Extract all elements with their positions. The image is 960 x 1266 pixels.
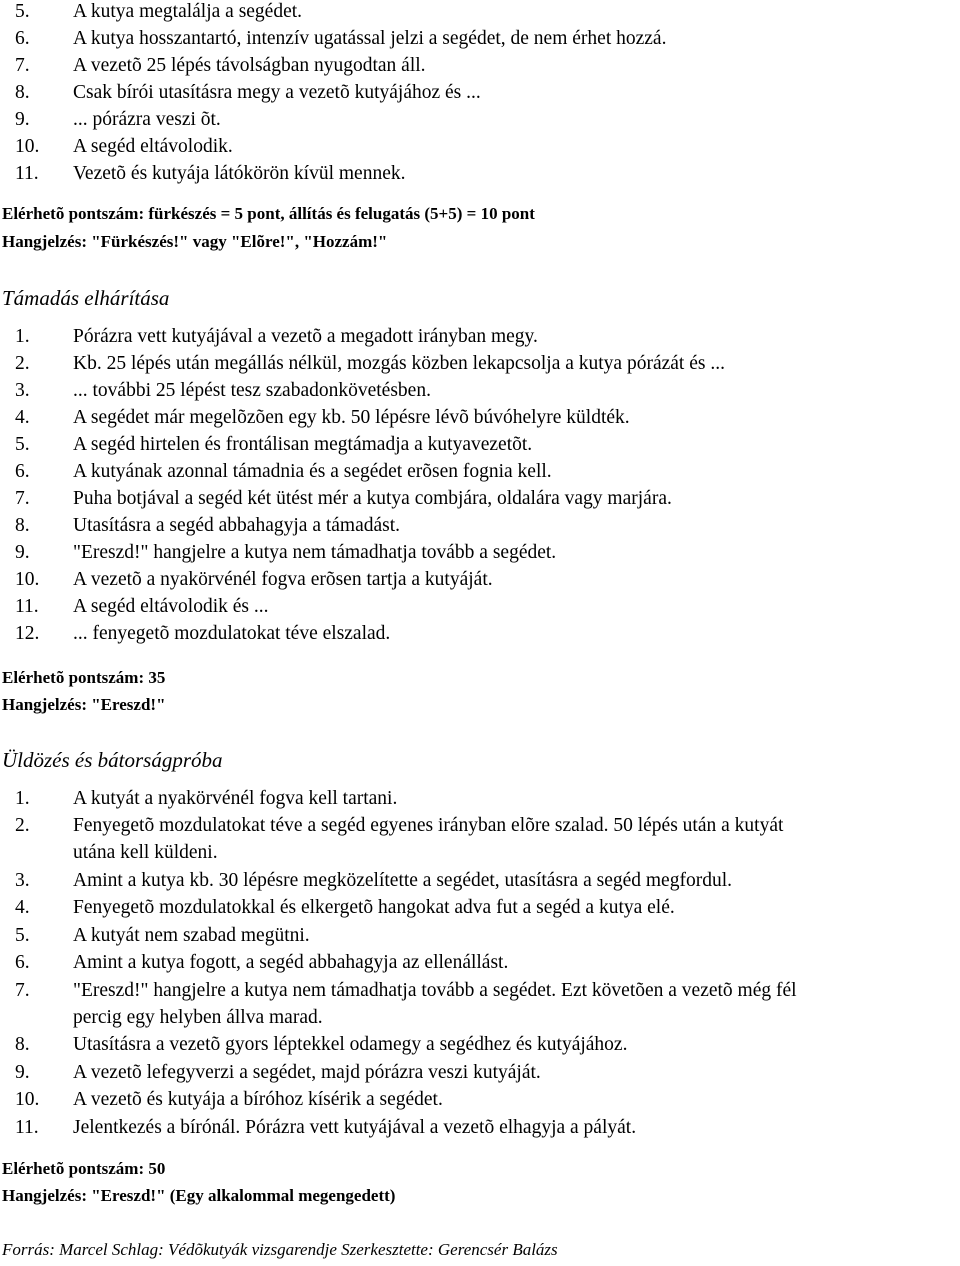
command-text: Hangjelzés: "Fürkészés!" vagy "Elõre!", "Hozzám!" <box>2 232 388 251</box>
section-heading: Üldözés és bátorságpróba <box>2 748 223 772</box>
command-text: Hangjelzés: "Ereszd!" (Egy alkalommal megengedett) <box>2 1186 396 1205</box>
footer-source: Forrás: Marcel Schlag: Védõkutyák vizsgarendje Szerkesztette: Gerencsér Balázs <box>2 1240 558 1259</box>
points-text: Elérhetõ pontszám: fürkészés = 5 pont, állítás és felugatás (5+5) = 10 pont <box>2 204 535 223</box>
points-text: Elérhetõ pontszám: 50 <box>2 1159 166 1178</box>
document-page: 5. A kutya megtalálja a segédet. 6. A kutya hosszantartó, intenzív ugatással jelzi a segédet, de nem érhet hozzá. 7. A vezetõ 25 lépés távolságban nyugodtan áll. 8. Csak bírói utasításra megy a vezetõ kutyájához és ... 9. ... pórázra veszi õt. 10. A segéd eltávolodik. 11. Vezetõ és kutyája látókörön kívül mennek. Elérhetõ pontszám: fürkészés = 5 pont, állítás és felugatás (5+5) = 10 pont Hangjelzés: "Fürkészés!" vagy "Elõre!", "Hozzám!" Támadás elhárítása 1. Pórázra vett kutyájával a vezetõ a megadott irányban megy. 2. Kb. 25 lépés után megállás nélkül, mozgás közben lekapcsolja a kutya pórázát és ... 3. ... további 25 lépést tesz szabadonkövetésben. 4. A segédet már megelõzõen egy kb. 50 lépésre lévõ búvóhelyre küldték. 5. A segéd hirtelen és frontálisan megtámadja a kutyavezetõt. 6. A kutyának azonnal támadnia és a segédet erõsen fognia kell. 7. Puha botjával a segéd két ütést mér a kutya combjára, oldalára vagy marjára. 8. Utasításra a segéd abbahagyja a támadást. 9. "Ereszd!" hangjelre a kutya nem támadhatja tovább a segédet. 10. A vezetõ a nyakörvénél fogva erõsen tartja a kutyáját. 11. A segéd eltávolodik és ... 12. ... fenyegetõ mozdulatokat téve elszalad. Elérhetõ pontszám: 35 Hangjelzés: "Ereszd!" Üldözés és bátorságpróba 1. A kutyát a nyakörvénél fogva kell tartani. 2. Fenyegetõ mozdulatokat téve a segéd egyenes irányban elõre szalad. 50 lépés után a kutyát utána kell küldeni. 3. Amint a kutya kb. 30 lépésre megközelítette a segédet, utasításra a segéd megfordul. 4. Fenyegetõ mozdulatokkal és elkergetõ hangokat adva fut a segéd a kutya elé. 5. A kutyát nem szabad megütni. 6. Amint a kutya fogott, a segéd abbahagyja az ellenállást. 7. "Ereszd!" hangjelre a kutya nem támadhatja tovább a segédet. Ezt követõen a vezetõ még fél percig egy helyben állva marad. 8. Utasításra a vezetõ gyors léptekkel odamegy a segédhez és kutyájához. 9. A vezetõ lefegyverzi a segédet, majd pórázra veszi kutyáját. 10. A vezetõ és kutyája a bíróhoz kísérik a segédet. 11. Jelentkezés a bírónál. Pórázra vett kutyájával a vezetõ elhagyja a pályát. Elérhetõ pontszám: 50 Hangjelzés: "Ereszd!" (Egy alkalommal megengedett) Forrás: Marcel Schlag: Védõkutyák vizsgarendje Szerkesztette: Gerencsér Balázs <box>2 1 797 1259</box>
points-text: Elérhetõ pontszám: 35 <box>2 668 166 687</box>
command-text: Hangjelzés: "Ereszd!" <box>2 695 166 714</box>
section-heading: Támadás elhárítása <box>2 286 170 310</box>
